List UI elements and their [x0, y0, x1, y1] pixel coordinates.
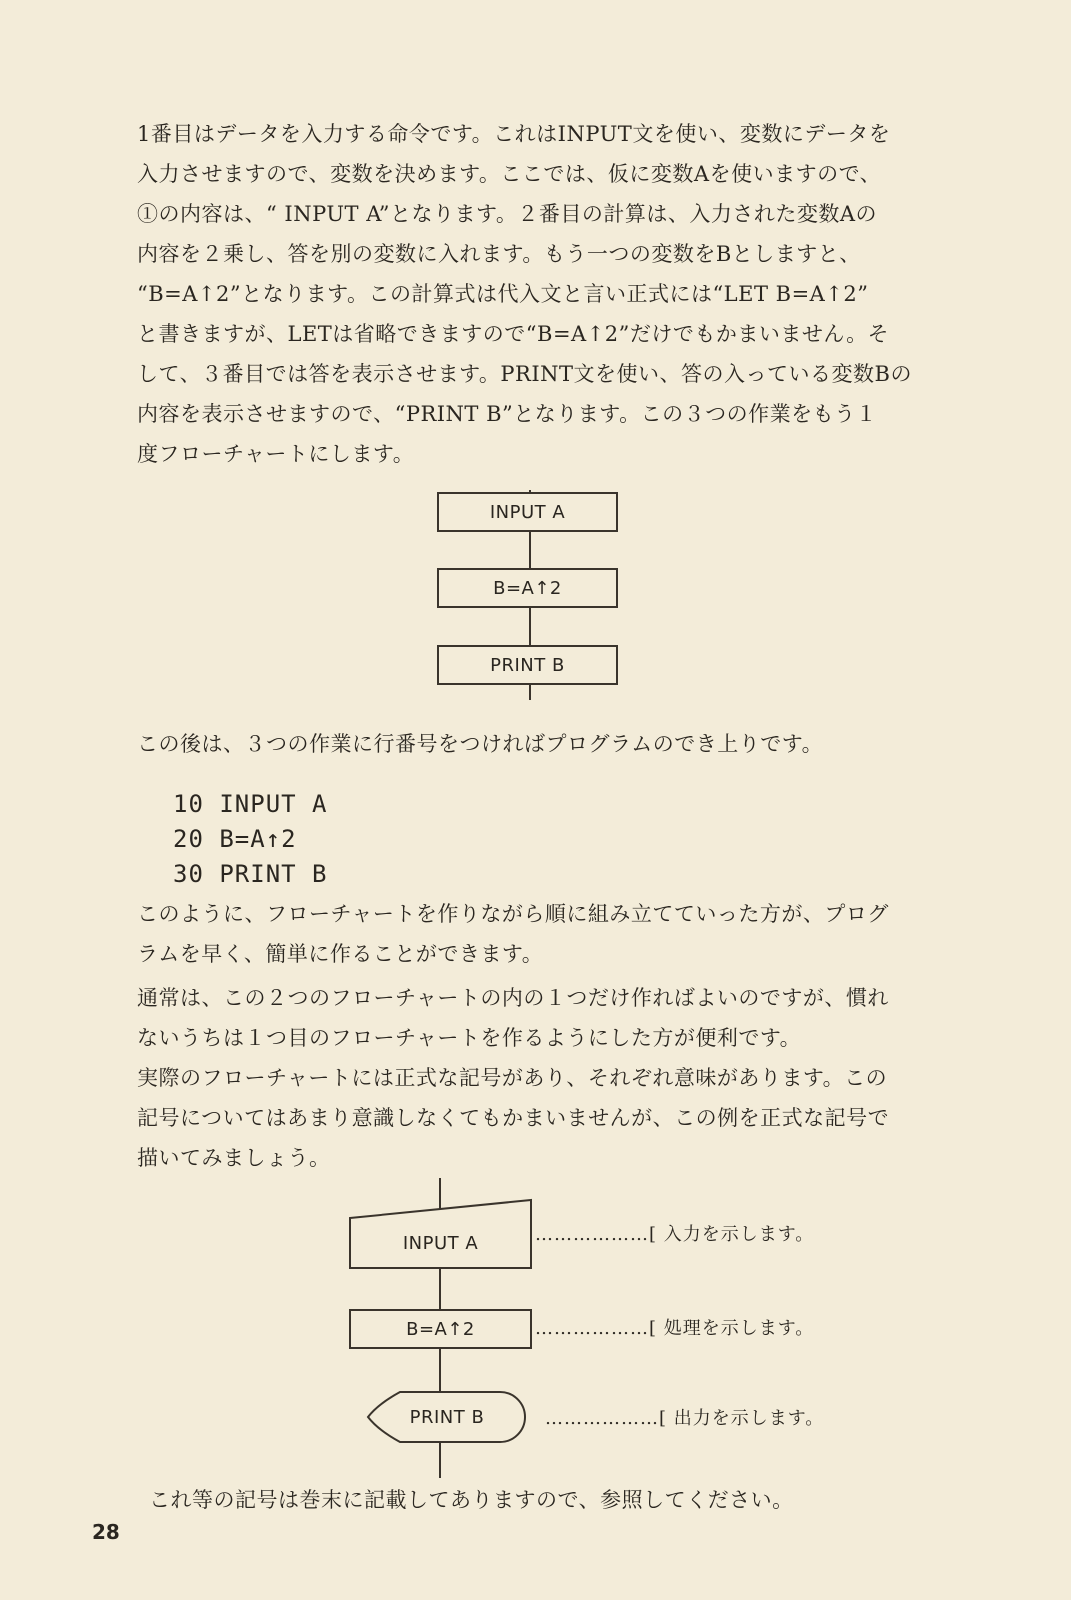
text-line: 度フローチャートにします。 — [137, 442, 415, 466]
code-line: 20 B=A↑2 — [173, 825, 297, 853]
process-note: ………………[ 処理を示します。 — [535, 1318, 815, 1339]
text-line: これ等の記号は巻末に記載してありますので、参照してください。 — [149, 1488, 794, 1512]
text-line: “B=A↑2”となります。この計算式は代入文と言い正式には“LET B=A↑2” — [137, 282, 869, 306]
flowchart1-box-print: PRINT B — [437, 645, 618, 685]
input-note: ………………[ 入力を示します。 — [535, 1224, 815, 1245]
text-line: このように、フローチャートを作りながら順に組み立てていった方が、プログ — [137, 902, 889, 926]
text-line: と書きますが、LETは省略できますので“B=A↑2”だけでもかまいません。そ — [137, 322, 890, 346]
output-symbol-label: PRINT B — [409, 1406, 485, 1428]
text-line: 通常は、この２つのフローチャートの内の１つだけ作ればよいのですが、慣れ — [137, 986, 889, 1010]
text-line: 内容を２乗し、答を別の変数に入れます。もう一つの変数をBとしますと、 — [137, 242, 861, 266]
page-number: 28 — [92, 1520, 120, 1544]
text-line: 記号についてはあまり意識しなくてもかまいませんが、この例を正式な記号で — [137, 1106, 890, 1130]
flowchart1-box-input: INPUT A — [437, 492, 618, 532]
code-line: 10 INPUT A — [173, 790, 328, 818]
text-line: 描いてみましょう。 — [137, 1146, 331, 1170]
text-line: ①の内容は、“ INPUT A”となります。２番目の計算は、入力された変数Aの — [137, 202, 878, 226]
flowchart1-box-calc: B=A↑2 — [437, 568, 618, 608]
text-line: 1番目はデータを入力する命令です。これはINPUT文を使い、変数にデータを — [137, 122, 891, 146]
output-note: ………………[ 出力を示します。 — [545, 1408, 825, 1429]
text-line: 実際のフローチャートには正式な記号があり、それぞれ意味があります。この — [137, 1066, 888, 1090]
text-line: 入力させますので、変数を決めます。ここでは、仮に変数Aを使いますので、 — [137, 162, 882, 186]
process-symbol-label: B=A↑2 — [406, 1318, 475, 1340]
text-line: 内容を表示させますので、“PRINT B”となります。この３つの作業をもう１ — [137, 402, 878, 426]
input-symbol-label: INPUT A — [402, 1232, 479, 1254]
code-line: 30 PRINT B — [173, 860, 328, 888]
text-line: この後は、３つの作業に行番号をつければプログラムのでき上りです。 — [137, 732, 824, 756]
text-line: ラムを早く、簡単に作ることができます。 — [137, 942, 544, 966]
text-line: して、３番目では答を表示させます。PRINT文を使い、答の入っている変数Bの — [137, 362, 912, 386]
text-line: ないうちは１つ目のフローチャートを作るようにした方が便利です。 — [137, 1026, 802, 1050]
